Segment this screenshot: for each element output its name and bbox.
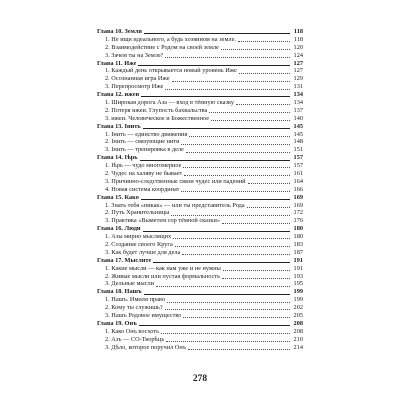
chapter-title: Глава 12. ижеи [97,91,140,99]
leader-dots [138,65,290,66]
section-title: 3. Iнить — тренировка в деле [105,146,184,154]
toc-page-number: 199 [293,288,303,296]
leader-dots [236,104,290,105]
toc-chapter-row [97,225,303,233]
toc-item-row [97,241,303,249]
toc-page-number: 127 [293,67,303,75]
toc-page-number: 131 [293,83,303,91]
section-title: 1. Iнить — единство движения [105,130,188,138]
toc-item-row [97,170,303,178]
toc-page-number: 134 [293,91,303,99]
chapter-title: Глава 15. Како [97,193,139,201]
chapter-title: Глава 16. Люди [97,225,141,233]
leader-dots [222,223,290,224]
toc-page-number: 145 [293,122,303,130]
chapter-title: Глава 19. Онъ [97,319,137,327]
toc-page-number: 195 [293,280,303,288]
toc-page-number: 151 [293,146,303,154]
section-title: 2. Осознанная игра Иже [105,75,170,83]
toc-page-number: 191 [293,256,303,264]
toc-item-row [97,273,303,281]
toc-page-number: 140 [293,114,303,122]
toc-chapter-row [97,60,303,68]
leader-dots [153,262,290,263]
leader-dots [161,333,290,334]
section-title: 1. Нашъ. Имеем право [105,296,165,304]
toc-chapter-row [97,257,303,265]
leader-dots [186,152,290,153]
section-title: 1. Азы мирно мыслящих [105,233,172,241]
chapter-title: Глава 14. Iѣрь [97,154,138,162]
toc-page-number: 166 [293,185,303,193]
section-title: 3. Практика «Выметем сор тёмной сказки» [105,217,220,225]
chapter-title: Глава 18. Нашъ [97,288,142,296]
toc-page-number: 202 [293,304,303,312]
toc-page-number: 176 [293,217,303,225]
leader-dots [247,207,290,208]
section-title: 2. Азъ — СО-Творѣць [105,335,165,343]
toc-page-number: 172 [293,209,303,217]
leader-dots [144,294,290,295]
leader-dots [223,270,290,271]
toc-item-row [97,328,303,336]
leader-dots [209,112,290,113]
toc-page-number: 134 [293,99,303,106]
leader-dots [183,317,290,318]
toc-chapter-row [97,91,303,99]
toc-item-row [97,67,303,75]
toc-chapter-row [97,320,303,328]
toc-page-number: 205 [293,312,303,320]
toc-chapter-row [97,154,303,162]
toc-item-row [97,249,303,257]
toc-page-number: 193 [293,272,303,280]
toc-page-number: 210 [293,335,303,343]
toc-page-number: 180 [293,225,303,233]
leader-dots [222,278,290,279]
toc-item-row [97,312,303,320]
page-number: 278 [192,374,208,384]
toc-chapter-row [97,288,303,296]
toc-page-number: 187 [293,248,303,256]
toc-page-number: 161 [293,170,303,178]
toc-page-number: 157 [293,162,303,170]
leader-dots [248,183,290,184]
toc-page-number: 169 [293,193,303,201]
leader-dots [181,144,290,145]
leader-dots [165,309,290,310]
section-title: 1. Знать тебя «никак» — или ты представитель Рода [105,201,245,209]
toc-page-number: 191 [293,264,303,272]
section-title: 1. Iѣрь — чудо многомерное [105,162,182,170]
toc-item-row [97,162,303,170]
leader-dots [143,231,290,232]
leader-dots [143,128,290,129]
toc-item-row [97,44,303,52]
chapter-title: Глава 17. Мыслите [97,256,152,264]
leader-dots [171,215,290,216]
leader-dots [167,302,290,303]
section-title: 4. Новая система координат [105,185,180,193]
leader-dots [165,57,290,58]
toc-item-row [97,107,303,115]
leader-dots [238,41,290,42]
toc-item-row [97,217,303,225]
chapter-title: Глава 13. Iнить [97,122,141,130]
section-title: 2. Создание своего Круга [105,241,173,249]
section-title: 3. Нашъ Родовое имущество [105,312,182,320]
chapter-title: Глава 10. Земля [97,27,142,35]
section-title: 3. Как будет лучше для дела [105,248,181,256]
toc-page-number: 127 [293,59,303,67]
toc-item-row [97,115,303,123]
section-title: 3. Причинно-следственные связи чудес или падений [105,177,246,185]
toc-item-row [97,296,303,304]
section-title: 1. Не ищи идеального, а будь хозяином на земле. [105,35,236,43]
toc-item-row [97,36,303,44]
toc-page-number: 129 [293,75,303,83]
leader-dots [184,175,290,176]
chapter-title: Глава 11. Иже [97,59,137,67]
toc-item-row [97,186,303,194]
toc-chapter-row [97,28,303,36]
toc-page-number: 124 [293,51,303,59]
toc-page-number: 208 [293,327,303,335]
section-title: 1. Каждый день открывается новый уровень Иже [105,67,237,75]
section-title: 2. Потеря ижеи. Глупость бахвальства [105,106,208,114]
section-title: 3. Перепросмотр Иже [105,83,164,91]
section-title: 2. Взаимодействие с Родом на своей земле [105,43,219,51]
toc-page-number: 145 [293,130,303,138]
toc-item-row [97,281,303,289]
toc-item-row [97,52,303,60]
toc-page-number: 164 [293,177,303,185]
leader-dots [165,89,290,90]
toc-page-number: 183 [293,241,303,249]
toc-item-row [97,209,303,217]
toc-page-number: 157 [293,154,303,162]
leader-dots [182,254,290,255]
leader-dots [141,199,290,200]
toc-item-row [97,202,303,210]
section-title: 3. Дельные мысли [105,280,154,288]
leader-dots [189,136,290,137]
toc-item-row [97,131,303,139]
leader-dots [181,191,290,192]
section-title: 2. Путь Хранительницы [105,209,170,217]
leader-dots [211,120,290,121]
section-title: 1. Какие мысли — как нам уже и не нужны [105,264,221,272]
toc-item-row [97,336,303,344]
leader-dots [183,167,290,168]
toc-item-row [97,83,303,91]
section-title: 1. Како Онъ восхоть [105,327,159,335]
section-title: 2. Кому ты служишь? [105,304,163,312]
section-title: 2. Чудес на халяву не бывает [105,170,183,178]
section-title: 3. Дѣло, которое поручил Онъ [105,343,186,351]
toc-item-row [97,75,303,83]
leader-dots [156,286,290,287]
toc-page-number: 180 [293,233,303,241]
leader-dots [141,96,290,97]
toc-chapter-row [97,194,303,202]
toc-item-row [97,233,303,241]
toc-item-row [97,99,303,107]
table-of-contents [97,28,303,352]
toc-item-row [97,304,303,312]
toc-chapter-row [97,123,303,131]
toc-page-number: 137 [293,106,303,114]
section-title: 1. Широкая дорога Аза — вход в тёмную сказку [105,99,235,106]
leader-dots [188,349,290,350]
leader-dots [172,81,290,82]
leader-dots [144,33,290,34]
leader-dots [239,73,290,74]
leader-dots [166,341,290,342]
toc-page-number: 214 [293,343,303,351]
section-title: 2. Iнить — связующие нити [105,138,180,146]
toc-page-number: 199 [293,296,303,304]
toc-page-number: 118 [293,27,303,35]
leader-dots [139,325,290,326]
section-title: 2. Живые мысли или пустая формальность [105,272,221,280]
section-title: 3. ижеи. Человеческое и Божественное [105,114,210,122]
toc-page-number: 118 [293,35,303,43]
leader-dots [175,246,290,247]
leader-dots [140,160,290,161]
toc-item-row [97,146,303,154]
toc-page-number: 208 [293,319,303,327]
toc-item-row [97,265,303,273]
leader-dots [173,238,290,239]
toc-item-row [97,178,303,186]
toc-page-number: 120 [293,43,303,51]
toc-item-row [97,344,303,352]
toc-item-row [97,138,303,146]
section-title: 3. Зачем ты на Земле? [105,51,164,59]
toc-page-number: 169 [293,201,303,209]
toc-page-number: 148 [293,138,303,146]
leader-dots [221,49,290,50]
